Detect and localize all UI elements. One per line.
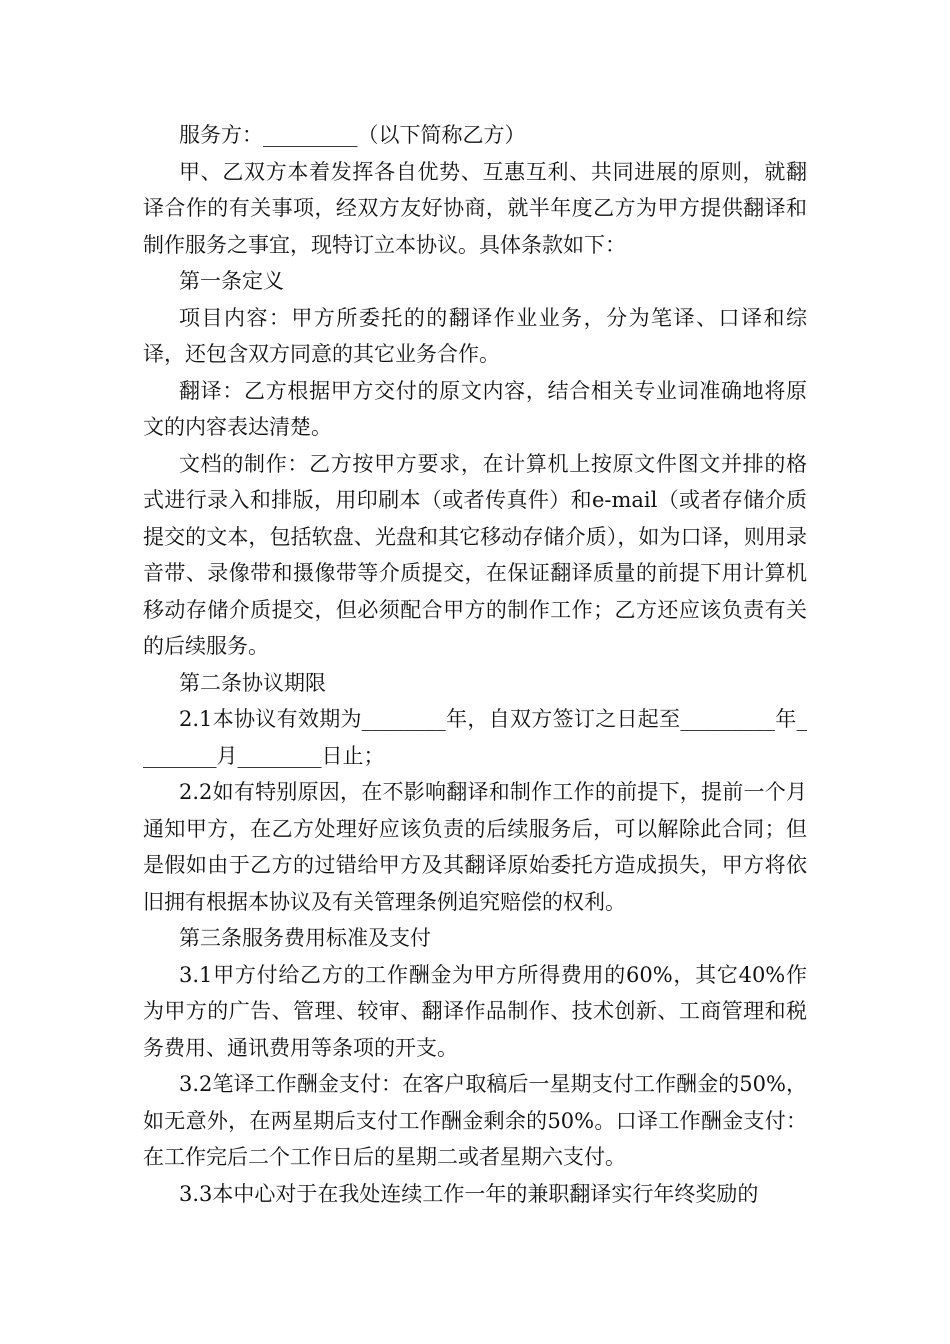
document-page [143, 117, 807, 1212]
translation-definition-paragraph: 翻译：乙方根据甲方交付的原文内容，结合相关专业词准确地将原文的内容表达清楚。 [143, 378, 807, 439]
clause-3-3: 3.3本中心对于在我处连续工作一年的兼职翻译实行年终奖励的 [179, 1181, 759, 1206]
article-2-heading: 第二条协议期限 [179, 670, 326, 695]
clause-2-1: 2.1本协议有效期为________年，自双方签订之日起至_________年________月________日止； [143, 707, 807, 768]
clause-2-2: 2.2如有特别原因，在不影响翻译和制作工作的前提下，提前一个月通知甲方，在乙方处理好应该负责的后续服务后，可以解除此合同；但是假如由于乙方的过错给甲方及其翻译原始委托方造成损失，甲方将依旧拥有根据本协议及有关管理条例追究赔偿的权利。 [143, 780, 807, 914]
article-3-heading: 第三条服务费用标准及支付 [179, 926, 431, 950]
document-production-paragraph: 文档的制作：乙方按甲方要求，在计算机上按原文件图文并排的格式进行录入和排版，用印刷本（或者传真件）和e-mail（或者存储介质提交的文本，包括软盘、光盘和其它移动存储介质），如为口译，则用录音带、录像带和摄像带等介质提交，在保证翻译质量的前提下用计算机移动存储介质提交，但必须配合甲方的制作工作；乙方还应该负责有关的后续服务。 [143, 451, 807, 658]
clause-3-2: 3.2笔译工作酬金支付：在客户取稿后一星期支付工作酬金的50%，如无意外，在两星期后支付工作酬金剩余的50%。口译工作酬金支付：在工作完后二个工作日后的星期二或者星期六支付。 [143, 1072, 807, 1169]
service-party-line: 服务方：_________（以下简称乙方） [179, 123, 526, 147]
clause-3-1: 3.1甲方付给乙方的工作酬金为甲方所得费用的60%，其它40%作为甲方的广告、管理、较审、翻译作品制作、技术创新、工商管理和税务费用、通讯费用等条项的开支。 [143, 962, 807, 1060]
project-content-paragraph: 项目内容：甲方所委托的的翻译作业业务，分为笔译、口译和综译，还包含双方同意的其它业务合作。 [143, 305, 807, 366]
article-1-heading: 第一条定义 [179, 269, 284, 293]
intro-paragraph: 甲、乙双方本着发挥各自优势、互惠互利、共同进展的原则，就翻译合作的有关事项，经双方友好协商，就半年度乙方为甲方提供翻译和制作服务之事宜，现特订立本协议。具体条款如下： [143, 159, 807, 257]
